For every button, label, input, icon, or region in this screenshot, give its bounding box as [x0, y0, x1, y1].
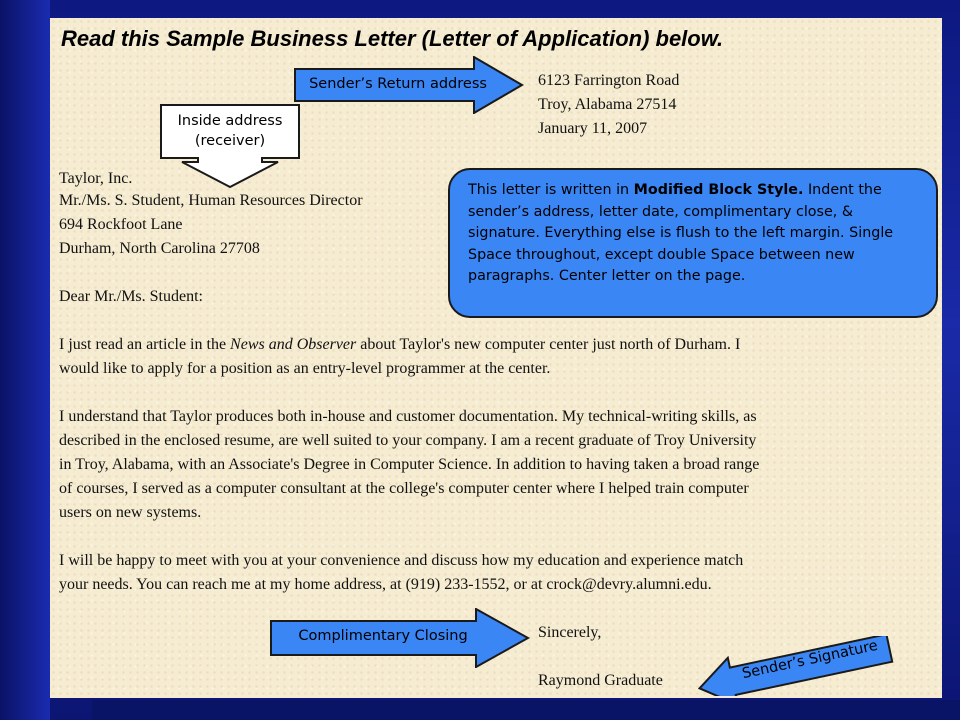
- paragraph-2-line: described in the enclosed resume, are well suited to your company. I am a recent graduate of Troy University: [59, 432, 757, 449]
- inside-address-label-line-2: (receiver): [194, 133, 266, 149]
- paragraph-2-line: I understand that Taylor produces both in-house and customer documentation. My technical-writing skills, as: [59, 408, 757, 425]
- salutation: Dear Mr./Ms. Student:: [59, 288, 203, 305]
- paragraph-1-line-2: would like to apply for a position as an entry-level programmer at the center.: [59, 360, 551, 377]
- return-address-label: Sender’s Return address: [309, 76, 487, 92]
- paragraph-3-line: I will be happy to meet with you at your convenience and discuss how my education and experience match: [59, 552, 744, 569]
- complimentary-close: Sincerely,: [538, 624, 602, 641]
- style-callout: [448, 168, 938, 318]
- paragraph-1-line-1: I just read an article in the News and Observer about Taylor's new computer center just north of Durham. I: [59, 336, 741, 353]
- callout-text-rest: Indent the sender’s address, letter date, complimentary close, & signature. Everything else is flush to the left margin. Single Space throughout, except double Space between new paragraphs. Center letter on the page.: [468, 182, 894, 284]
- signature-name: Raymond Graduate: [538, 672, 663, 689]
- paragraph-1: [59, 333, 939, 381]
- inside-address-label: [160, 111, 300, 151]
- paragraph-2: [59, 405, 939, 525]
- inside-name: Mr./Ms. S. Student, Human Resources Director: [59, 192, 363, 209]
- complimentary-closing-label: Complimentary Closing: [298, 628, 468, 644]
- callout-bold-text: Modified Block Style.: [633, 182, 804, 198]
- page-title: Read this Sample Business Letter (Letter of Application) below.: [61, 26, 724, 51]
- paragraph-2-line: users on new systems.: [59, 504, 202, 521]
- inside-city: Durham, North Carolina 27708: [59, 240, 260, 257]
- paragraph-3-line: your needs. You can reach me at my home address, at (919) 233-1552, or at crock@devry.alumni.edu.: [59, 576, 712, 593]
- paragraph-2-line: in Troy, Alabama, with an Associate's Degree in Computer Science. In addition to having taken a broad range: [59, 456, 760, 473]
- signature-label: Sender’s Signature: [740, 637, 880, 683]
- sender-street: 6123 Farrington Road: [538, 72, 680, 89]
- sender-city: Troy, Alabama 27514: [538, 96, 677, 113]
- inside-address-label-line-1: Inside address: [177, 113, 283, 129]
- paragraph-3: [59, 549, 939, 597]
- left-border: [0, 0, 50, 720]
- inside-company: Taylor, Inc.: [59, 170, 133, 187]
- callout-text: This letter is written in: [468, 182, 634, 198]
- inside-street: 694 Rockfoot Lane: [59, 216, 183, 233]
- letter-date: January 11, 2007: [538, 120, 648, 137]
- paragraph-2-line: of courses, I served as a computer consultant at the college's computer center where I helped train computer: [59, 480, 749, 497]
- bottom-border: [92, 700, 960, 720]
